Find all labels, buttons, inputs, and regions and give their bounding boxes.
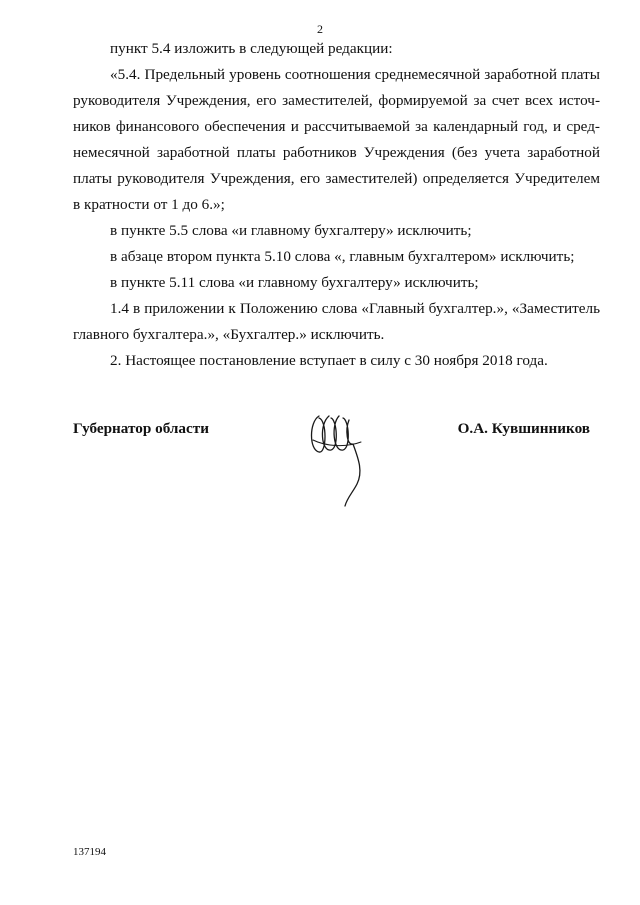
clause-line: платы руководителя Учреждения, его заместителей) определяется Учредителем xyxy=(73,170,600,187)
paragraph-item-5-10: в абзаце втором пункта 5.10 слова «, главным бухгалтером» исключить; xyxy=(110,248,575,265)
clause-line: «5.4. Предельный уровень соотношения среднемесячной заработной платы xyxy=(110,66,600,83)
paragraph-item-1-4 xyxy=(73,296,600,348)
paragraph-item-5-11: в пункте 5.11 слова «и главному бухгалтеру» исключить; xyxy=(110,274,479,291)
item-line: 1.4 в приложении к Положению слова «Главный бухгалтер.», «Заместитель xyxy=(110,300,600,317)
clause-line: ников финансового обеспечения и рассчитываемой за календарный год, и сред- xyxy=(73,118,600,135)
paragraph-item-5-5: в пункте 5.5 слова «и главному бухгалтеру» исключить; xyxy=(110,222,472,239)
signatory-name: О.А. Кувшинников xyxy=(457,420,590,437)
signatory-title: Губернатор области xyxy=(73,420,209,437)
document-body xyxy=(73,36,600,374)
handwritten-signature xyxy=(305,410,380,510)
item-line: главного бухгалтера.», «Бухгалтер.» исключить. xyxy=(73,326,385,343)
signature-block xyxy=(73,420,600,520)
page-number: 2 xyxy=(317,22,323,36)
paragraph-intro: пункт 5.4 изложить в следующей редакции: xyxy=(110,40,393,57)
paragraph-clause-5-4 xyxy=(73,62,600,218)
paragraph-effective-date: 2. Настоящее постановление вступает в силу с 30 ноября 2018 года. xyxy=(110,352,548,369)
clause-line: немесячной заработной платы работников Учреждения (без учета заработной xyxy=(73,144,600,161)
document-code: 137194 xyxy=(73,846,106,858)
clause-line: в кратности от 1 до 6.»; xyxy=(73,196,225,213)
clause-line: руководителя Учреждения, его заместителей, формируемой за счет всех источ- xyxy=(73,92,600,109)
